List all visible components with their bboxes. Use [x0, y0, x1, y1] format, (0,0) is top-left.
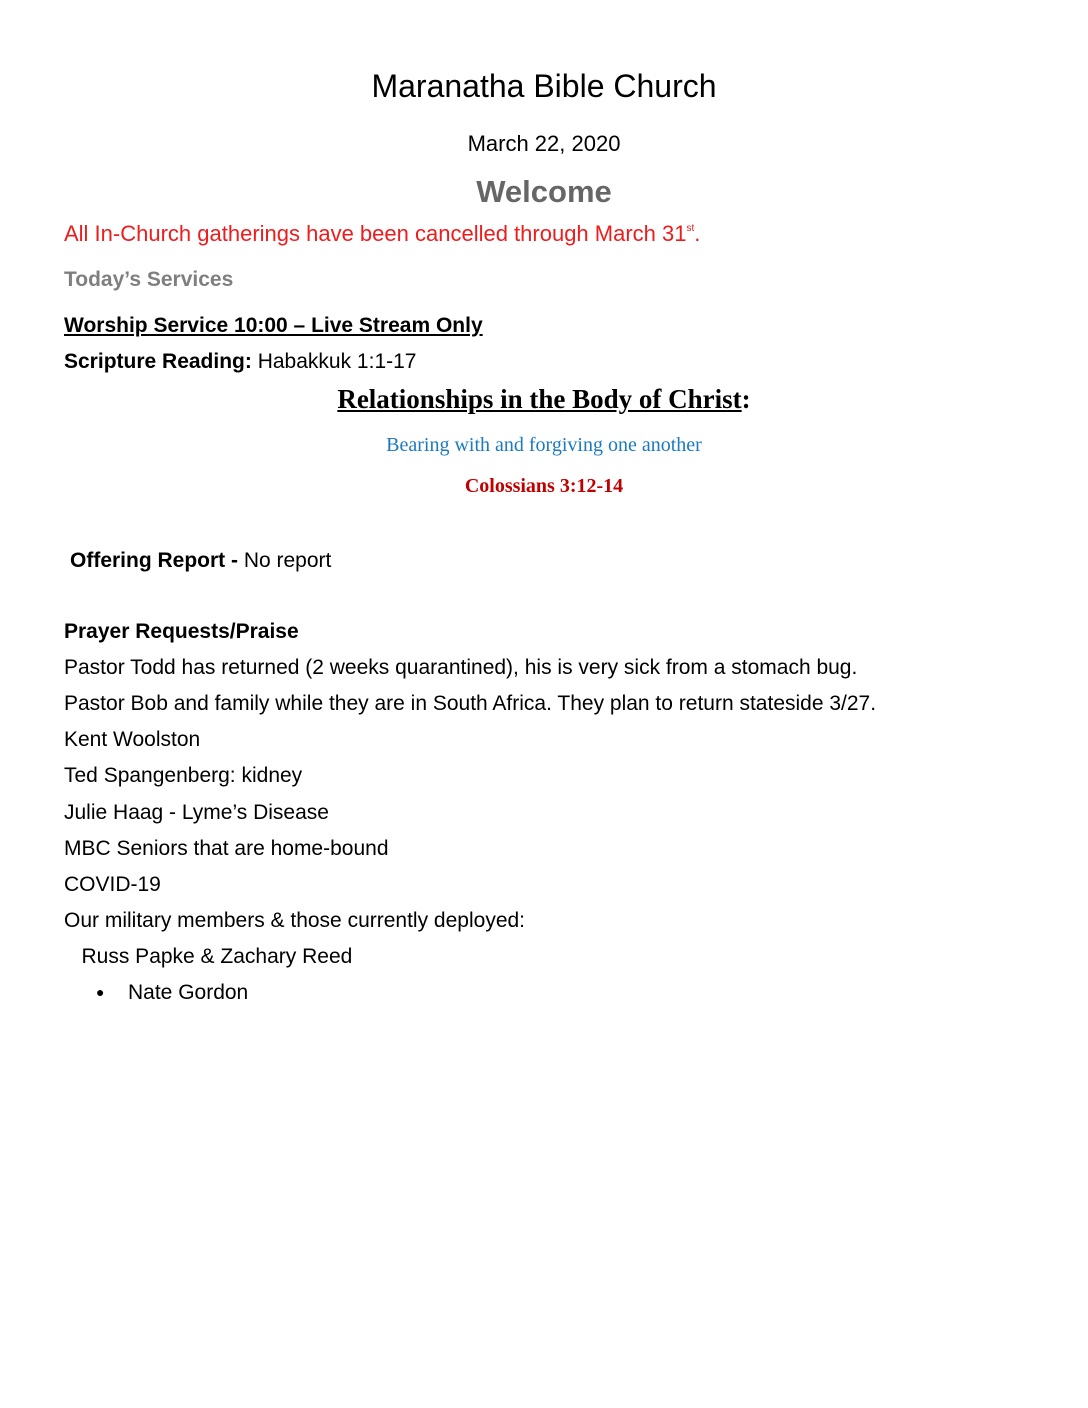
offering-report-value: No report [243, 549, 332, 572]
church-name: Maranatha Bible Church [371, 68, 717, 104]
sermon-title [0, 384, 1088, 415]
prayer-item: Ted Spangenberg: kidney [64, 764, 303, 787]
scripture-reading-label: Scripture Reading: [64, 350, 252, 373]
bulleted-list-item [96, 981, 248, 1005]
sermon-subtitle: Bearing with and forgiving one another [386, 434, 702, 456]
prayer-item: Julie Haag - Lyme’s Disease [64, 801, 329, 824]
offering-report-label: Offering Report - [70, 549, 244, 572]
cancellation-notice [64, 221, 700, 247]
cancellation-notice-superscript: st [686, 223, 695, 234]
scripture-reading-value: Habakkuk 1:1-17 [251, 350, 417, 373]
sermon-title-text: Relationships in the Body of Christ [337, 384, 742, 414]
bulleted-list-item-text: Nate Gordon [128, 981, 249, 1004]
bullet-dot-icon: ● [96, 984, 105, 1000]
cancellation-notice-suffix: . [694, 221, 701, 246]
prayer-item: Kent Woolston [64, 728, 201, 751]
prayer-requests-heading: Prayer Requests/Praise [64, 620, 299, 643]
offering-report [70, 549, 331, 573]
prayer-item: Pastor Todd has returned (2 weeks quarantined), his is very sick from a stomach bug. [64, 656, 858, 679]
bulletin-date: March 22, 2020 [467, 131, 621, 156]
sermon-title-suffix: : [741, 384, 751, 414]
sermon-passage: Colossians 3:12-14 [464, 475, 624, 497]
worship-service-line: Worship Service 10:00 – Live Stream Only [64, 314, 483, 337]
prayer-item: Pastor Bob and family while they are in South Africa. They plan to return stateside 3/27. [64, 692, 877, 715]
prayer-item: Our military members & those currently deployed: [64, 909, 526, 932]
scripture-reading [64, 350, 416, 374]
prayer-item: MBC Seniors that are home-bound [64, 837, 389, 860]
services-heading: Today’s Services [64, 268, 234, 291]
welcome-heading: Welcome [476, 174, 612, 209]
prayer-item: Russ Papke & Zachary Reed [64, 945, 353, 968]
prayer-item: COVID-19 [64, 873, 161, 896]
cancellation-notice-text: All In-Church gatherings have been cancelled through March 31 [64, 221, 687, 246]
